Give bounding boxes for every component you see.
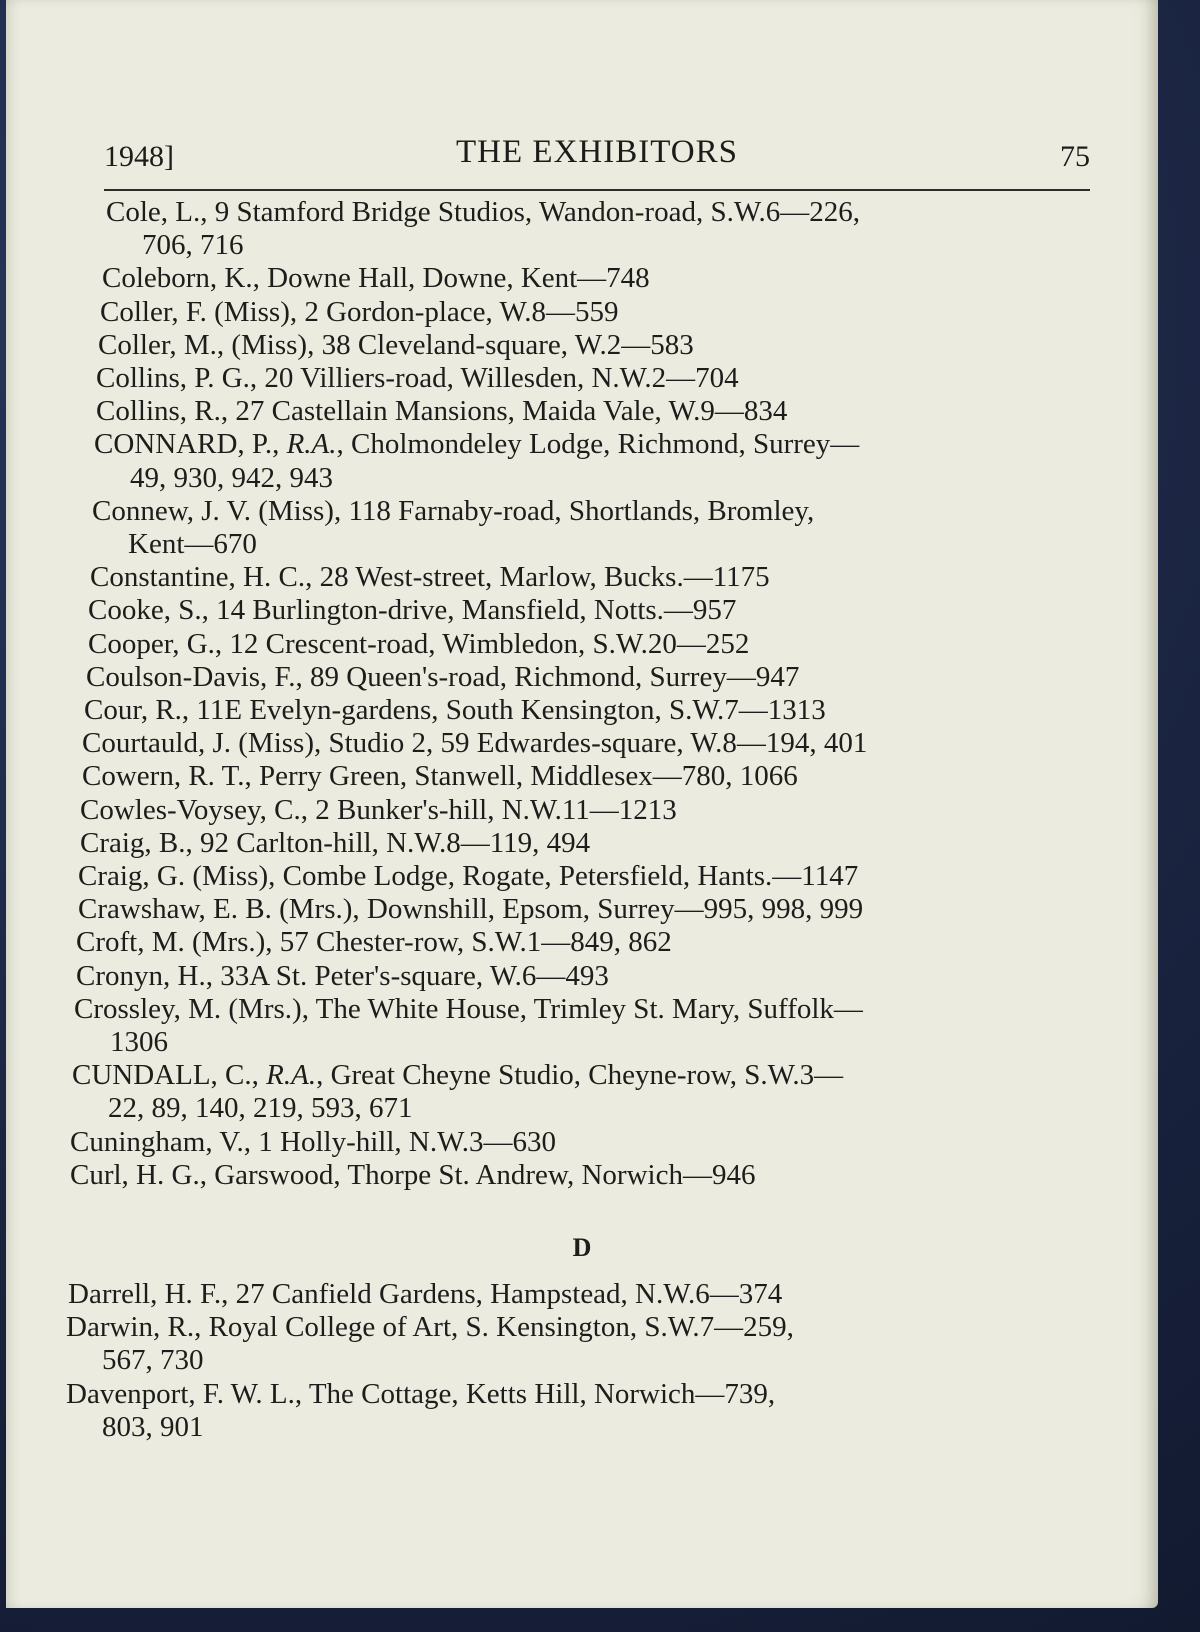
entry-line: Cole, L., 9 Stamford Bridge Studios, Wandon-road, S.W.6—226,: [106, 196, 861, 228]
exhibitor-entry: [66, 428, 1096, 494]
exhibitor-entry: [66, 329, 1096, 362]
entry-continuation: 803, 901: [102, 1410, 204, 1443]
entry-line: Crossley, M. (Mrs.), The White House, Trimley St. Mary, Suffolk—: [74, 992, 863, 1025]
exhibitor-entry: [66, 628, 1096, 661]
exhibitor-list-d: [66, 1278, 1096, 1444]
entry-continuation: 49, 930, 942, 943: [130, 461, 333, 494]
exhibitor-entry: [66, 1126, 1096, 1159]
entry-line: Coleborn, K., Downe Hall, Downe, Kent—748: [102, 262, 650, 295]
exhibitor-entry: [66, 893, 1096, 926]
exhibitor-entry: [66, 694, 1096, 727]
entry-line: Collins, P. G., 20 Villiers-road, Willesden, N.W.2—704: [96, 362, 739, 395]
exhibitor-entry: [66, 1378, 1096, 1444]
entry-line: Cooke, S., 14 Burlington-drive, Mansfield, Notts.—957: [88, 594, 737, 627]
exhibitor-list-c: [66, 196, 1096, 1192]
exhibitor-entry: [66, 495, 1096, 561]
exhibitor-entry: [66, 1278, 1096, 1311]
entry-line: Collins, R., 27 Castellain Mansions, Maida Vale, W.9—834: [96, 395, 788, 428]
entry-line: Cronyn, H., 33A St. Peter's-square, W.6—493: [76, 959, 609, 992]
entry-line: Croft, M. (Mrs.), 57 Chester-row, S.W.1—849, 862: [76, 926, 672, 959]
entry-line: Constantine, H. C., 28 West-street, Marlow, Bucks.—1175: [90, 561, 770, 594]
exhibitor-entry: [66, 760, 1096, 793]
entry-name: CONNARD, P.,: [94, 428, 287, 461]
header-rule: [104, 189, 1090, 191]
entry-line: Cowern, R. T., Perry Green, Stanwell, Middlesex—780, 1066: [82, 760, 798, 793]
entry-address: , Cholmondeley Lodge, Richmond, Surrey—: [336, 428, 860, 461]
entry-title-ra: R.A.: [286, 428, 337, 461]
entry-line: [72, 1059, 843, 1091]
entry-name: CUNDALL, C.,: [72, 1059, 267, 1092]
entry-line: [94, 428, 859, 460]
exhibitor-entry: [66, 262, 1096, 295]
entry-line: Cuningham, V., 1 Holly-hill, N.W.3—630: [70, 1125, 557, 1158]
entry-title-ra: R.A.: [266, 1059, 317, 1092]
exhibitor-entry: [66, 1059, 1096, 1125]
book-page: [6, 0, 1158, 1608]
page-number: 75: [1060, 140, 1090, 173]
entry-line: Craig, B., 92 Carlton-hill, N.W.8—119, 494: [80, 826, 591, 859]
section-letter-d: D: [572, 1233, 592, 1262]
exhibitor-entry: [66, 661, 1096, 694]
running-header: [104, 134, 1090, 184]
entry-line: Darrell, H. F., 27 Canfield Gardens, Hampstead, N.W.6—374: [68, 1278, 783, 1310]
exhibitor-entry: [66, 395, 1096, 428]
entry-line: Cour, R., 11E Evelyn-gardens, South Kensington, S.W.7—1313: [84, 694, 826, 727]
entry-line: Coulson-Davis, F., 89 Queen's-road, Richmond, Surrey—947: [86, 660, 800, 693]
exhibitor-entry: [66, 794, 1096, 827]
entry-line: Cooper, G., 12 Crescent-road, Wimbledon, S.W.20—252: [88, 627, 750, 660]
exhibitor-entry: [66, 960, 1096, 993]
entry-continuation: 1306: [110, 1026, 168, 1059]
entry-continuation: 567, 730: [102, 1344, 204, 1377]
entry-line: Courtauld, J. (Miss), Studio 2, 59 Edwardes-square, W.8—194, 401: [82, 727, 868, 760]
exhibitor-entry: [66, 860, 1096, 893]
exhibitor-entry: [66, 196, 1096, 262]
exhibitor-entry: [66, 296, 1096, 329]
exhibitor-entry: [66, 926, 1096, 959]
exhibitor-entry: [66, 993, 1096, 1059]
entry-line: Coller, F. (Miss), 2 Gordon-place, W.8—559: [100, 295, 619, 328]
entry-address: , Great Cheyne Studio, Cheyne-row, S.W.3—: [316, 1059, 844, 1092]
exhibitor-entry: [66, 362, 1096, 395]
exhibitor-entry: [66, 827, 1096, 860]
entry-continuation: Kent—670: [128, 528, 257, 561]
entry-line: Curl, H. G., Garswood, Thorpe St. Andrew, Norwich—946: [70, 1158, 756, 1191]
header-year: 1948]: [104, 140, 174, 173]
page-title: THE EXHIBITORS: [456, 134, 738, 170]
exhibitor-entry: [66, 1311, 1096, 1377]
entry-continuation: 22, 89, 140, 219, 593, 671: [108, 1092, 413, 1125]
exhibitor-entry: [66, 594, 1096, 627]
entry-line: Darwin, R., Royal College of Art, S. Kensington, S.W.7—259,: [66, 1311, 794, 1344]
entry-line: Connew, J. V. (Miss), 118 Farnaby-road, Shortlands, Bromley,: [92, 494, 815, 527]
exhibitor-entry: [66, 727, 1096, 760]
exhibitor-entry: [66, 1159, 1096, 1192]
exhibitor-entry: [66, 561, 1096, 594]
entry-line: Crawshaw, E. B. (Mrs.), Downshill, Epsom, Surrey—995, 998, 999: [78, 893, 864, 926]
entry-line: Craig, G. (Miss), Combe Lodge, Rogate, Petersfield, Hants.—1147: [78, 860, 859, 893]
entry-line: Davenport, F. W. L., The Cottage, Ketts Hill, Norwich—739,: [66, 1377, 776, 1410]
entry-continuation: 706, 716: [142, 229, 244, 262]
entry-line: Coller, M., (Miss), 38 Cleveland-square, W.2—583: [98, 328, 694, 361]
entry-line: Cowles-Voysey, C., 2 Bunker's-hill, N.W.11—1213: [80, 793, 677, 826]
